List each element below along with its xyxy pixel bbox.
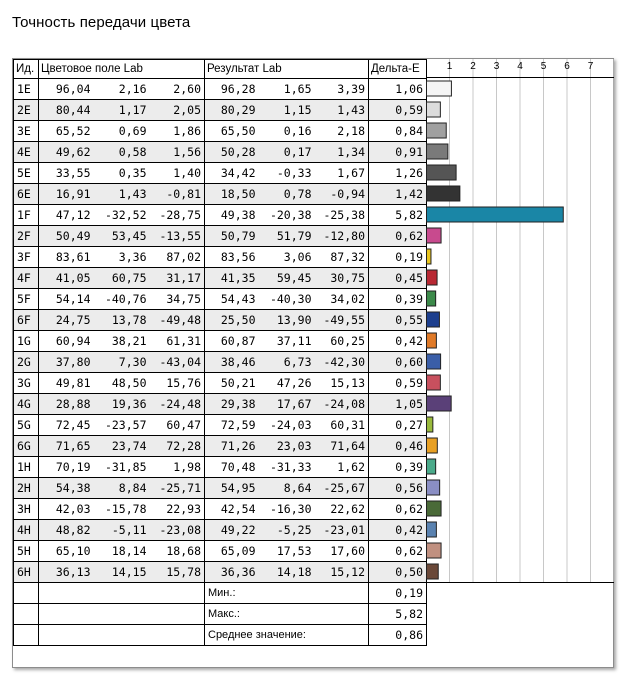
delta-e-value: 0,50 <box>369 562 427 583</box>
field-b-value: -25,71 <box>150 478 205 499</box>
field-b-value: 22,93 <box>150 499 205 520</box>
field-a-value: 8,84 <box>94 478 150 499</box>
field-b-value: 31,17 <box>150 268 205 289</box>
row-id: 5G <box>14 415 39 436</box>
delta-e-value: 0,84 <box>369 121 427 142</box>
table-row <box>14 184 427 205</box>
result-l-value: 42,54 <box>205 499 259 520</box>
row-id: 6E <box>14 184 39 205</box>
result-b-value: 15,12 <box>315 562 369 583</box>
row-id: 4G <box>14 394 39 415</box>
delta-e-value: 0,42 <box>369 331 427 352</box>
field-l-value: 71,65 <box>39 436 94 457</box>
summary-value: 5,82 <box>369 604 427 625</box>
table-row <box>14 373 427 394</box>
bar-3E <box>427 123 447 138</box>
field-l-value: 41,05 <box>39 268 94 289</box>
delta-e-value: 0,19 <box>369 247 427 268</box>
bar-4H <box>427 522 437 537</box>
field-l-value: 50,49 <box>39 226 94 247</box>
bar-1E <box>427 81 452 96</box>
result-a-value: -5,25 <box>259 520 315 541</box>
row-id: 4F <box>14 268 39 289</box>
field-a-value: 0,58 <box>94 142 150 163</box>
summary-row <box>14 604 427 625</box>
summary-label: Мин.: <box>205 583 369 604</box>
field-b-value: 60,47 <box>150 415 205 436</box>
row-id: 5H <box>14 541 39 562</box>
field-b-value: 1,56 <box>150 142 205 163</box>
field-b-value: -28,75 <box>150 205 205 226</box>
bar-3H <box>427 501 442 516</box>
table-row <box>14 499 427 520</box>
field-l-value: 42,03 <box>39 499 94 520</box>
delta-e-value: 0,46 <box>369 436 427 457</box>
x-tick-label: 3 <box>493 61 500 72</box>
result-l-value: 72,59 <box>205 415 259 436</box>
field-a-value: 1,17 <box>94 100 150 121</box>
result-b-value: -24,08 <box>315 394 369 415</box>
result-a-value: 8,64 <box>259 478 315 499</box>
field-b-value: 2,05 <box>150 100 205 121</box>
result-b-value: -42,30 <box>315 352 369 373</box>
summary-empty-id <box>14 583 39 604</box>
bar-6E <box>427 186 460 201</box>
field-b-value: -43,04 <box>150 352 205 373</box>
field-l-value: 83,61 <box>39 247 94 268</box>
result-b-value: -12,80 <box>315 226 369 247</box>
table-row <box>14 163 427 184</box>
result-a-value: 47,26 <box>259 373 315 394</box>
result-b-value: -25,38 <box>315 205 369 226</box>
field-l-value: 96,04 <box>39 79 94 100</box>
result-l-value: 25,50 <box>205 310 259 331</box>
x-tick-label: 6 <box>564 61 570 72</box>
field-l-value: 36,13 <box>39 562 94 583</box>
field-b-value: -23,08 <box>150 520 205 541</box>
field-b-value: -13,55 <box>150 226 205 247</box>
bar-5H <box>427 543 442 558</box>
result-a-value: -0,33 <box>259 163 315 184</box>
result-b-value: 71,64 <box>315 436 369 457</box>
result-a-value: 17,53 <box>259 541 315 562</box>
delta-e-value: 0,59 <box>369 100 427 121</box>
field-a-value: -40,76 <box>94 289 150 310</box>
result-l-value: 34,42 <box>205 163 259 184</box>
row-id: 6H <box>14 562 39 583</box>
field-b-value: 72,28 <box>150 436 205 457</box>
table-row <box>14 436 427 457</box>
delta-e-value: 1,06 <box>369 79 427 100</box>
field-l-value: 80,44 <box>39 100 94 121</box>
field-a-value: 19,36 <box>94 394 150 415</box>
field-l-value: 65,10 <box>39 541 94 562</box>
bar-6H <box>427 564 439 579</box>
bar-3G <box>427 375 441 390</box>
result-a-value: 1,65 <box>259 79 315 100</box>
result-b-value: 17,60 <box>315 541 369 562</box>
delta-e-value: 0,55 <box>369 310 427 331</box>
result-b-value: 60,31 <box>315 415 369 436</box>
field-b-value: 15,78 <box>150 562 205 583</box>
bar-4E <box>427 144 448 159</box>
result-b-value: 1,43 <box>315 100 369 121</box>
row-id: 2F <box>14 226 39 247</box>
delta-e-value: 0,39 <box>369 289 427 310</box>
bar-5F <box>427 291 436 306</box>
result-b-value: -23,01 <box>315 520 369 541</box>
table-row <box>14 562 427 583</box>
result-a-value: 6,73 <box>259 352 315 373</box>
bar-1G <box>427 333 437 348</box>
delta-e-value: 1,26 <box>369 163 427 184</box>
table-row <box>14 121 427 142</box>
summary-value: 0,19 <box>369 583 427 604</box>
field-a-value: 60,75 <box>94 268 150 289</box>
field-b-value: 2,60 <box>150 79 205 100</box>
field-a-value: -15,78 <box>94 499 150 520</box>
field-l-value: 47,12 <box>39 205 94 226</box>
bar-5E <box>427 165 457 180</box>
result-l-value: 54,95 <box>205 478 259 499</box>
result-l-value: 49,38 <box>205 205 259 226</box>
field-l-value: 65,52 <box>39 121 94 142</box>
row-id: 6G <box>14 436 39 457</box>
field-l-value: 54,14 <box>39 289 94 310</box>
field-a-value: 38,21 <box>94 331 150 352</box>
row-id: 1H <box>14 457 39 478</box>
table-row <box>14 520 427 541</box>
result-a-value: 1,15 <box>259 100 315 121</box>
bar-3F <box>427 249 431 264</box>
bar-2G <box>427 354 441 369</box>
field-a-value: 13,78 <box>94 310 150 331</box>
field-a-value: 1,43 <box>94 184 150 205</box>
table-row <box>14 142 427 163</box>
delta-e-value: 0,62 <box>369 499 427 520</box>
result-b-value: -49,55 <box>315 310 369 331</box>
result-a-value: 0,16 <box>259 121 315 142</box>
summary-empty-id <box>14 604 39 625</box>
field-b-value: 87,02 <box>150 247 205 268</box>
delta-e-value: 1,42 <box>369 184 427 205</box>
delta-e-value: 0,62 <box>369 226 427 247</box>
result-a-value: 0,78 <box>259 184 315 205</box>
table-row <box>14 247 427 268</box>
table-row <box>14 352 427 373</box>
bar-2F <box>427 228 442 243</box>
delta-e-value: 0,59 <box>369 373 427 394</box>
result-a-value: -40,30 <box>259 289 315 310</box>
field-l-value: 16,91 <box>39 184 94 205</box>
row-id: 2H <box>14 478 39 499</box>
result-l-value: 80,29 <box>205 100 259 121</box>
x-tick-label: 7 <box>587 61 594 72</box>
field-b-value: 15,76 <box>150 373 205 394</box>
result-l-value: 18,50 <box>205 184 259 205</box>
delta-e-bar-chart <box>426 59 614 669</box>
header-field-lab: Цветовое поле Lab <box>39 60 205 79</box>
table-row <box>14 79 427 100</box>
result-b-value: 34,02 <box>315 289 369 310</box>
delta-e-value: 1,05 <box>369 394 427 415</box>
table-row <box>14 541 427 562</box>
field-b-value: 61,31 <box>150 331 205 352</box>
field-a-value: 23,74 <box>94 436 150 457</box>
bar-1F <box>427 207 564 222</box>
bar-1H <box>427 459 436 474</box>
result-b-value: 15,13 <box>315 373 369 394</box>
x-tick-label: 1 <box>446 61 453 72</box>
field-a-value: 48,50 <box>94 373 150 394</box>
field-a-value: -32,52 <box>94 205 150 226</box>
header-id: Ид. <box>14 60 39 79</box>
x-tick-label: 5 <box>540 61 547 72</box>
result-b-value: 60,25 <box>315 331 369 352</box>
row-id: 3E <box>14 121 39 142</box>
field-l-value: 49,81 <box>39 373 94 394</box>
result-a-value: 3,06 <box>259 247 315 268</box>
result-b-value: -25,67 <box>315 478 369 499</box>
header-delta-e: Дельта-E <box>369 60 427 79</box>
row-id: 4E <box>14 142 39 163</box>
result-b-value: 87,32 <box>315 247 369 268</box>
row-id: 1E <box>14 79 39 100</box>
field-a-value: 0,69 <box>94 121 150 142</box>
field-a-value: -5,11 <box>94 520 150 541</box>
result-a-value: 0,17 <box>259 142 315 163</box>
result-l-value: 36,36 <box>205 562 259 583</box>
table-row <box>14 310 427 331</box>
delta-e-value: 0,62 <box>369 541 427 562</box>
delta-e-value: 0,45 <box>369 268 427 289</box>
row-id: 6F <box>14 310 39 331</box>
summary-value: 0,86 <box>369 625 427 646</box>
x-tick-label: 2 <box>470 61 476 72</box>
result-l-value: 65,09 <box>205 541 259 562</box>
row-id: 5E <box>14 163 39 184</box>
result-a-value: 37,11 <box>259 331 315 352</box>
row-id: 3F <box>14 247 39 268</box>
delta-e-value: 0,56 <box>369 478 427 499</box>
row-id: 1G <box>14 331 39 352</box>
result-a-value: 17,67 <box>259 394 315 415</box>
result-a-value: -20,38 <box>259 205 315 226</box>
row-id: 3H <box>14 499 39 520</box>
field-a-value: 14,15 <box>94 562 150 583</box>
field-l-value: 28,88 <box>39 394 94 415</box>
field-b-value: -49,48 <box>150 310 205 331</box>
x-tick-label: 4 <box>517 61 523 72</box>
color-accuracy-panel <box>12 58 614 668</box>
bar-4F <box>427 270 438 285</box>
field-l-value: 49,62 <box>39 142 94 163</box>
result-b-value: 3,39 <box>315 79 369 100</box>
result-a-value: -31,33 <box>259 457 315 478</box>
table-row <box>14 457 427 478</box>
result-l-value: 50,79 <box>205 226 259 247</box>
field-b-value: 18,68 <box>150 541 205 562</box>
result-b-value: 1,34 <box>315 142 369 163</box>
result-b-value: 2,18 <box>315 121 369 142</box>
result-l-value: 96,28 <box>205 79 259 100</box>
result-a-value: 23,03 <box>259 436 315 457</box>
table-row <box>14 394 427 415</box>
table-row <box>14 478 427 499</box>
field-a-value: 0,35 <box>94 163 150 184</box>
result-b-value: -0,94 <box>315 184 369 205</box>
summary-row <box>14 625 427 646</box>
field-b-value: 1,86 <box>150 121 205 142</box>
result-l-value: 49,22 <box>205 520 259 541</box>
result-a-value: 14,18 <box>259 562 315 583</box>
header-result-lab: Результат Lab <box>205 60 369 79</box>
result-l-value: 50,28 <box>205 142 259 163</box>
result-b-value: 30,75 <box>315 268 369 289</box>
table-row <box>14 268 427 289</box>
result-a-value: 13,90 <box>259 310 315 331</box>
delta-e-value: 0,27 <box>369 415 427 436</box>
result-l-value: 29,38 <box>205 394 259 415</box>
field-l-value: 72,45 <box>39 415 94 436</box>
summary-empty-field <box>39 583 205 604</box>
field-l-value: 24,75 <box>39 310 94 331</box>
field-a-value: 53,45 <box>94 226 150 247</box>
table-row <box>14 205 427 226</box>
summary-empty-field <box>39 604 205 625</box>
delta-e-value: 0,60 <box>369 352 427 373</box>
delta-e-value: 0,42 <box>369 520 427 541</box>
field-b-value: 1,98 <box>150 457 205 478</box>
delta-e-value: 0,91 <box>369 142 427 163</box>
table-row <box>14 100 427 121</box>
lab-values-table <box>13 59 427 646</box>
result-l-value: 50,21 <box>205 373 259 394</box>
result-l-value: 83,56 <box>205 247 259 268</box>
field-l-value: 70,19 <box>39 457 94 478</box>
field-a-value: 18,14 <box>94 541 150 562</box>
summary-empty-field <box>39 625 205 646</box>
row-id: 2E <box>14 100 39 121</box>
result-a-value: 51,79 <box>259 226 315 247</box>
result-a-value: -16,30 <box>259 499 315 520</box>
result-b-value: 1,67 <box>315 163 369 184</box>
result-l-value: 65,50 <box>205 121 259 142</box>
field-b-value: -24,48 <box>150 394 205 415</box>
result-l-value: 70,48 <box>205 457 259 478</box>
result-a-value: -24,03 <box>259 415 315 436</box>
field-b-value: 1,40 <box>150 163 205 184</box>
result-l-value: 71,26 <box>205 436 259 457</box>
field-l-value: 37,80 <box>39 352 94 373</box>
field-b-value: -0,81 <box>150 184 205 205</box>
table-row <box>14 331 427 352</box>
row-id: 1F <box>14 205 39 226</box>
delta-e-value: 5,82 <box>369 205 427 226</box>
field-a-value: 3,36 <box>94 247 150 268</box>
chart-title: Точность передачи цвета <box>12 14 191 31</box>
bar-6G <box>427 438 438 453</box>
result-b-value: 1,62 <box>315 457 369 478</box>
summary-label: Среднее значение: <box>205 625 369 646</box>
delta-e-value: 0,39 <box>369 457 427 478</box>
result-l-value: 41,35 <box>205 268 259 289</box>
row-id: 2G <box>14 352 39 373</box>
result-l-value: 38,46 <box>205 352 259 373</box>
row-id: 5F <box>14 289 39 310</box>
bar-2H <box>427 480 440 495</box>
summary-row <box>14 583 427 604</box>
bar-4G <box>427 396 452 411</box>
field-l-value: 33,55 <box>39 163 94 184</box>
bar-2E <box>427 102 441 117</box>
field-a-value: -31,85 <box>94 457 150 478</box>
field-b-value: 34,75 <box>150 289 205 310</box>
row-id: 3G <box>14 373 39 394</box>
field-a-value: 7,30 <box>94 352 150 373</box>
field-l-value: 48,82 <box>39 520 94 541</box>
bar-5G <box>427 417 433 432</box>
field-l-value: 60,94 <box>39 331 94 352</box>
field-a-value: 2,16 <box>94 79 150 100</box>
result-l-value: 54,43 <box>205 289 259 310</box>
summary-label: Макс.: <box>205 604 369 625</box>
result-l-value: 60,87 <box>205 331 259 352</box>
field-l-value: 54,38 <box>39 478 94 499</box>
row-id: 4H <box>14 520 39 541</box>
bar-6F <box>427 312 440 327</box>
summary-empty-id <box>14 625 39 646</box>
table-row <box>14 415 427 436</box>
field-a-value: -23,57 <box>94 415 150 436</box>
table-row <box>14 226 427 247</box>
table-row <box>14 289 427 310</box>
result-a-value: 59,45 <box>259 268 315 289</box>
result-b-value: 22,62 <box>315 499 369 520</box>
